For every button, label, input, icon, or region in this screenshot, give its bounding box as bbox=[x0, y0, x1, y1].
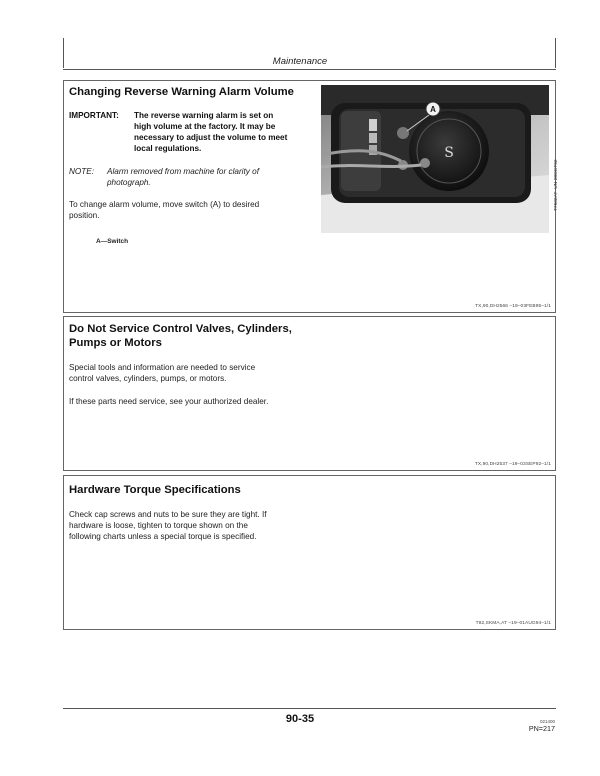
important-line: local regulations. bbox=[134, 144, 202, 153]
important-notice bbox=[69, 110, 329, 158]
paragraph-line: following charts unless a special torque is specified. bbox=[69, 532, 257, 541]
paragraph-line: control valves, cylinders, pumps, or motors. bbox=[69, 374, 227, 383]
footer-pn: PN=217 bbox=[528, 724, 555, 733]
note-line: photograph. bbox=[107, 178, 151, 187]
alarm-photo bbox=[321, 85, 549, 233]
note bbox=[69, 166, 329, 190]
section-title bbox=[69, 322, 292, 350]
page-number: 90-35 bbox=[285, 713, 315, 725]
important-line: The reverse warning alarm is set on bbox=[134, 111, 274, 120]
header-divider bbox=[63, 69, 556, 70]
instruction-line: To change alarm volume, move switch (A) to desired bbox=[69, 200, 260, 209]
section-hardware-torque bbox=[63, 475, 556, 630]
section-title-line: Do Not Service Control Valves, Cylinders, bbox=[69, 323, 292, 335]
section-title: Hardware Torque Specifications bbox=[69, 484, 241, 496]
section-ref: TX,90,DH2566 –19–03FEB95–1/1 bbox=[475, 304, 551, 309]
photo-id: T7502AT -UN-28OCT92 bbox=[554, 159, 559, 211]
legend-switch: A—Switch bbox=[96, 238, 129, 245]
alarm-photo-image bbox=[321, 85, 549, 233]
photo-callout-a: A bbox=[430, 105, 436, 114]
paragraph-line: Special tools and information are needed to service bbox=[69, 363, 256, 372]
section-title-line: Pumps or Motors bbox=[69, 337, 162, 349]
instruction-line: position. bbox=[69, 211, 100, 220]
header-title: Maintenance bbox=[272, 56, 328, 67]
section-do-not-service bbox=[63, 316, 556, 471]
footer-code: 021400 bbox=[539, 719, 555, 724]
important-text bbox=[134, 110, 334, 154]
footer-divider bbox=[63, 708, 556, 709]
important-label: IMPORTANT: bbox=[69, 111, 119, 120]
svg-text:S: S bbox=[444, 145, 454, 161]
section-reverse-alarm bbox=[63, 80, 559, 313]
note-line: Alarm removed from machine for clarity of bbox=[107, 167, 259, 176]
paragraph-line: Check cap screws and nuts to be sure they are tight. If bbox=[69, 510, 267, 519]
instruction-text bbox=[69, 199, 329, 221]
important-line: high volume at the factory. It may be bbox=[134, 122, 276, 131]
note-label: NOTE: bbox=[69, 167, 95, 176]
section-title: Changing Reverse Warning Alarm Volume bbox=[69, 86, 294, 98]
paragraph-line: hardware is loose, tighten to torque shown on the bbox=[69, 521, 248, 530]
important-line: necessary to adjust the volume to meet bbox=[134, 133, 288, 142]
paragraph bbox=[69, 509, 369, 542]
paragraph bbox=[69, 362, 369, 384]
section-ref: TX,90,DH2537 –19–03SEP92–1/1 bbox=[474, 462, 551, 467]
section-ref: T82,SKMA,AT –19–01AUG94–1/1 bbox=[475, 621, 551, 626]
paragraph: If these parts need service, see your authorized dealer. bbox=[69, 397, 269, 406]
